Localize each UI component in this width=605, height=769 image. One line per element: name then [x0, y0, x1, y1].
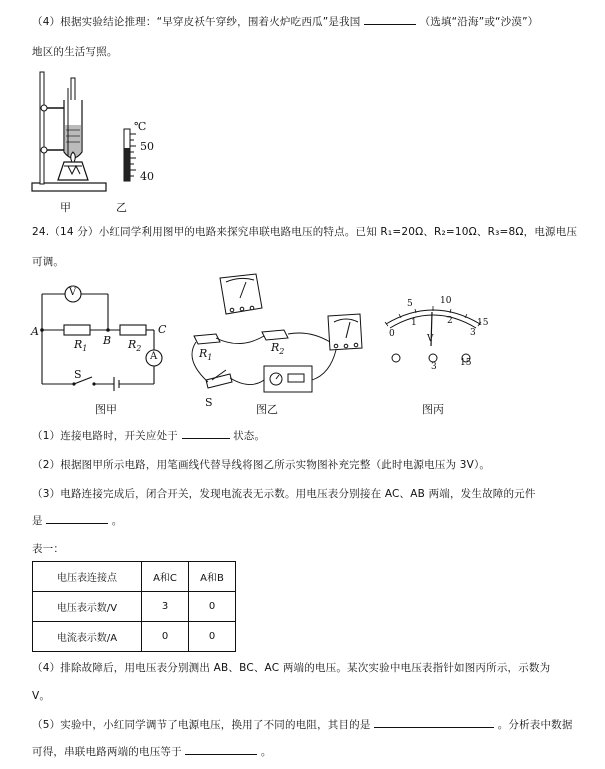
q24-line2: 可调。	[32, 256, 65, 268]
q24-line1: 24.（14 分）小红同学利用图甲的电路来探究串联电路电压的特点。已知 R₁=20Ω、R₂=10Ω、R₃=8Ω，电源电压	[32, 226, 578, 238]
table-cell: 0	[189, 622, 236, 652]
node-c-label: C	[158, 323, 167, 336]
p5-tail: 。	[260, 746, 272, 758]
dial-term-3: 3	[431, 362, 437, 372]
p3-line2: 是	[32, 515, 43, 527]
thermometer-tick-50: 50	[140, 140, 154, 153]
table-cell: 电压表连接点	[33, 562, 142, 592]
r1-label: $R_1$	[74, 338, 88, 354]
p3-blank[interactable]	[46, 513, 108, 524]
q4-text: （4）根据实验结论推理：“早穿皮袄午穿纱，围着火炉吃西瓜”是我国	[32, 16, 361, 28]
q4-text-tail: （选填“沿海”或“沙漠”）	[419, 16, 539, 28]
q4-line2: 地区的生活写照。	[32, 46, 118, 58]
yi-r2-label: $R_2$	[271, 341, 285, 357]
data-table	[32, 561, 236, 652]
p5-line1-tail: 。分析表中数据	[497, 719, 573, 731]
table-row	[33, 562, 236, 592]
p3-tail: 。	[111, 515, 123, 527]
yi-switch-label: S	[205, 396, 213, 409]
node-a-label: A	[31, 325, 39, 338]
real-circuit-yi	[180, 270, 370, 400]
p5-line2: 可得，串联电路两端的电压等于	[32, 746, 182, 758]
table-cell: A和B	[189, 562, 236, 592]
dial-top-10: 10	[440, 296, 452, 306]
p2-text: （2）根据图甲所示电路，用笔画线代替导线将图乙所示实物图补充完整（此时电源电压为 3V）。	[32, 459, 491, 471]
dial-bottom-3: 3	[470, 328, 476, 338]
q4-blank[interactable]	[364, 14, 416, 25]
table-cell: 电压表示数/V	[33, 592, 142, 622]
caption-tu-yi: 图乙	[256, 403, 278, 416]
switch-label-jia: S	[74, 368, 82, 381]
ammeter-symbol-label: A	[150, 351, 158, 362]
dial-top-5: 5	[407, 299, 413, 309]
table-row	[33, 592, 236, 622]
node-b-label: B	[103, 334, 112, 347]
p5-line1: （5）实验中，小红同学调节了电源电压，换用了不同的电阻，其目的是	[32, 719, 371, 731]
dial-top-15: 15	[477, 318, 489, 328]
caption-jia-top: 甲	[60, 201, 71, 214]
p4-line2: V。	[32, 690, 51, 702]
p1-text: （1）连接电路时，开关应处于	[32, 430, 178, 442]
dial-bottom-1: 1	[411, 318, 417, 328]
caption-tu-jia: 图甲	[95, 403, 117, 416]
r2-label: $R_2$	[128, 338, 142, 354]
p1-blank[interactable]	[182, 428, 230, 439]
table-cell: 电流表示数/A	[33, 622, 142, 652]
p4-line1: （4）排除故障后，用电压表分别测出 AB、BC、AC 两端的电压。某次实验中电压表指针如图丙所示，示数为	[32, 662, 551, 674]
p1-tail: 状态。	[233, 430, 266, 442]
table-cell: 0	[142, 622, 189, 652]
p5-blank-1[interactable]	[374, 717, 494, 728]
thermometer-tick-40: 40	[140, 170, 154, 183]
table-row	[33, 622, 236, 652]
p3-line1: （3）电路连接完成后，闭合开关，发现电流表无示数。用电压表分别接在 AC、AB 两端，发生故障的元件	[32, 488, 536, 500]
dial-unit-v: V	[427, 334, 434, 344]
table-cell: 0	[189, 592, 236, 622]
dial-term-15: 15	[460, 358, 472, 368]
table-title: 表一：	[32, 543, 65, 555]
p5-blank-2[interactable]	[185, 744, 257, 755]
caption-yi-top: 乙	[116, 201, 127, 214]
table-cell: 3	[142, 592, 189, 622]
dial-bottom-2: 2	[447, 316, 453, 326]
dial-bottom-0: 0	[389, 329, 395, 339]
yi-r1-label: $R_1$	[199, 347, 213, 363]
thermometer-unit: ℃	[134, 120, 147, 133]
voltmeter-symbol-label: V	[69, 287, 77, 298]
caption-tu-bing: 图丙	[422, 403, 444, 416]
table-cell: A和C	[142, 562, 189, 592]
